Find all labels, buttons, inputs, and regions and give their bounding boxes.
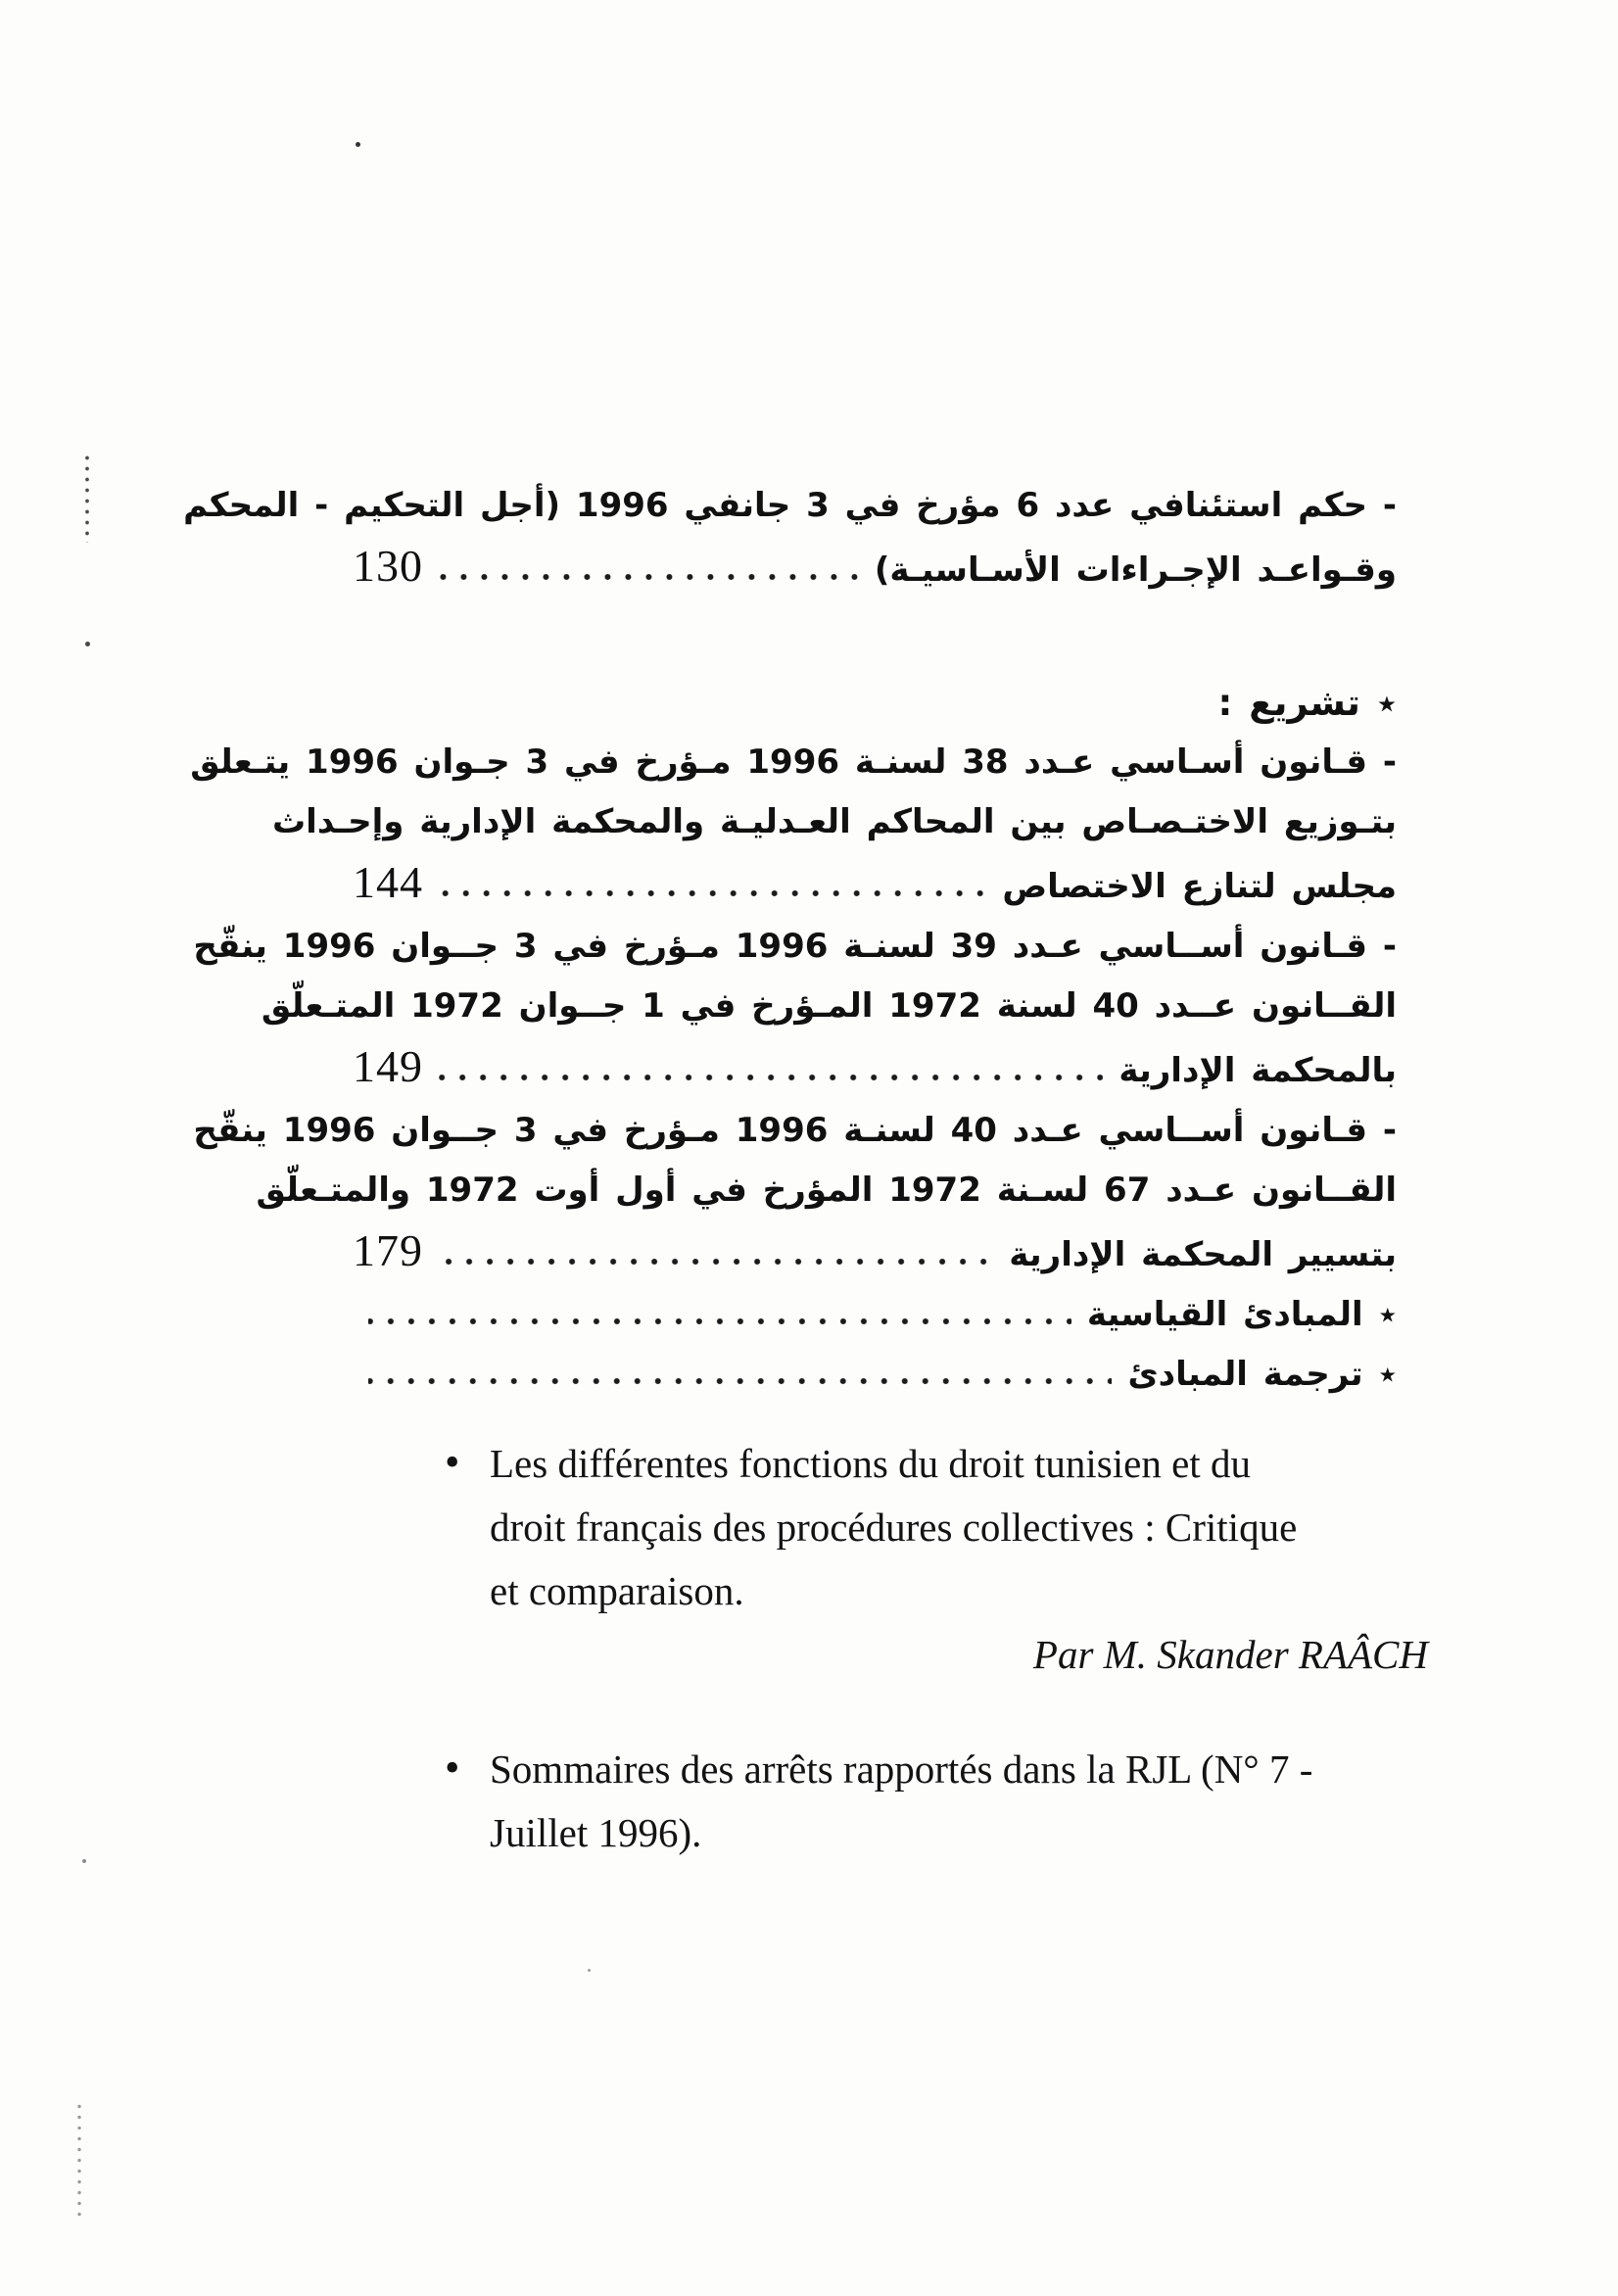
section-header-legislation: ٭ تشريع : — [1217, 682, 1397, 724]
scan-speckle — [84, 453, 90, 543]
bullet-icon: • — [445, 1438, 460, 1486]
bullet-icon: • — [445, 1744, 460, 1792]
article-item-fonctions — [443, 1432, 1428, 1687]
article-line: droit français des procédures collectives : Critique — [490, 1505, 1298, 1550]
toc-entry-144-line1: - قـانون أسـاسي عـدد 38 لسنـة 1996 مـؤرخ في 3 جـوان 1996 يتـعلق — [190, 742, 1397, 782]
article-line: et comparaison. — [490, 1568, 744, 1613]
article-line: Les différentes fonctions du droit tunisien et du — [490, 1441, 1251, 1486]
article-line: Juillet 1996). — [490, 1810, 702, 1855]
toc-entry-149-line1: - قـانون أســاسي عـدد 39 لسنـة 1996 مـؤرخ في 3 جــوان 1996 ينقّح — [193, 927, 1397, 966]
page-number-149: 149 — [353, 1041, 423, 1091]
dotted-leader — [439, 573, 859, 581]
toc-entry-130-tail: وقـواعـد الإجـراءات الأسـاسيـة) — [874, 550, 1397, 590]
toc-entry-179-line1: - قـانون أســاسي عـدد 40 لسنـة 1996 مـؤرخ في 3 جــوان 1996 ينقّح — [193, 1111, 1397, 1150]
toc-translation-label: ٭ ترجمة المبادئ — [1127, 1355, 1397, 1394]
toc-entry-149-tail: بالمحكمة الإدارية — [1118, 1051, 1397, 1090]
dotted-leader — [439, 889, 986, 897]
scan-speckle — [588, 1969, 591, 1972]
toc-entry-149-line2: القــانون عــدد 40 لسنة 1972 المـؤرخ في 1 جــوان 1972 المتـعلّق — [261, 986, 1397, 1026]
toc-entry-144-lastline — [353, 852, 1397, 917]
toc-principles-label: ٭ المبادئ القياسية — [1086, 1295, 1397, 1334]
toc-entry-130-line1: - حكم استئنافي عدد 6 مؤرخ في 3 جانفي 1996 (أجل التحكيم - المحكم — [183, 486, 1397, 525]
toc-entry-144-tail: مجلس لتنازع الاختصاص — [1002, 867, 1397, 906]
byline: Par M. Skander RAÂCH — [1032, 1632, 1428, 1677]
scan-speckle — [82, 1859, 86, 1863]
toc-entry-179-line2: القــانون عـدد 67 لسـنة 1972 المؤرخ في أول أوت 1972 والمتـعلّق — [256, 1171, 1397, 1210]
scan-speckle — [356, 142, 360, 147]
dotted-leader — [368, 1317, 1071, 1325]
dotted-leader — [368, 1377, 1112, 1385]
scan-speckle — [85, 642, 90, 646]
dotted-leader — [439, 1074, 1103, 1081]
article-line: Sommaires des arrêts rapportés dans la RJL (N° 7 - — [490, 1746, 1313, 1792]
article-item-sommaires — [443, 1738, 1428, 1865]
french-articles — [443, 1432, 1428, 1865]
toc-entry-149-lastline — [353, 1036, 1397, 1101]
page-number-144: 144 — [353, 857, 423, 907]
page-number-130: 130 — [353, 541, 423, 591]
toc-entry-130-lastline — [353, 536, 1397, 600]
page-number-179: 179 — [353, 1225, 423, 1275]
dotted-leader — [439, 1258, 993, 1266]
arabic-toc — [183, 476, 1397, 1405]
scan-speckle — [76, 2101, 82, 2219]
toc-entry-144-line2: بتـوزيع الاختـصـاص بين المحاكم العـدليـة والمحكمة الإدارية وإحـداث — [272, 802, 1397, 841]
toc-translation-line — [353, 1345, 1397, 1405]
toc-principles-line — [353, 1285, 1397, 1345]
toc-entry-179-tail: بتسيير المحكمة الإدارية — [1009, 1235, 1397, 1274]
toc-entry-179-lastline — [353, 1220, 1397, 1285]
